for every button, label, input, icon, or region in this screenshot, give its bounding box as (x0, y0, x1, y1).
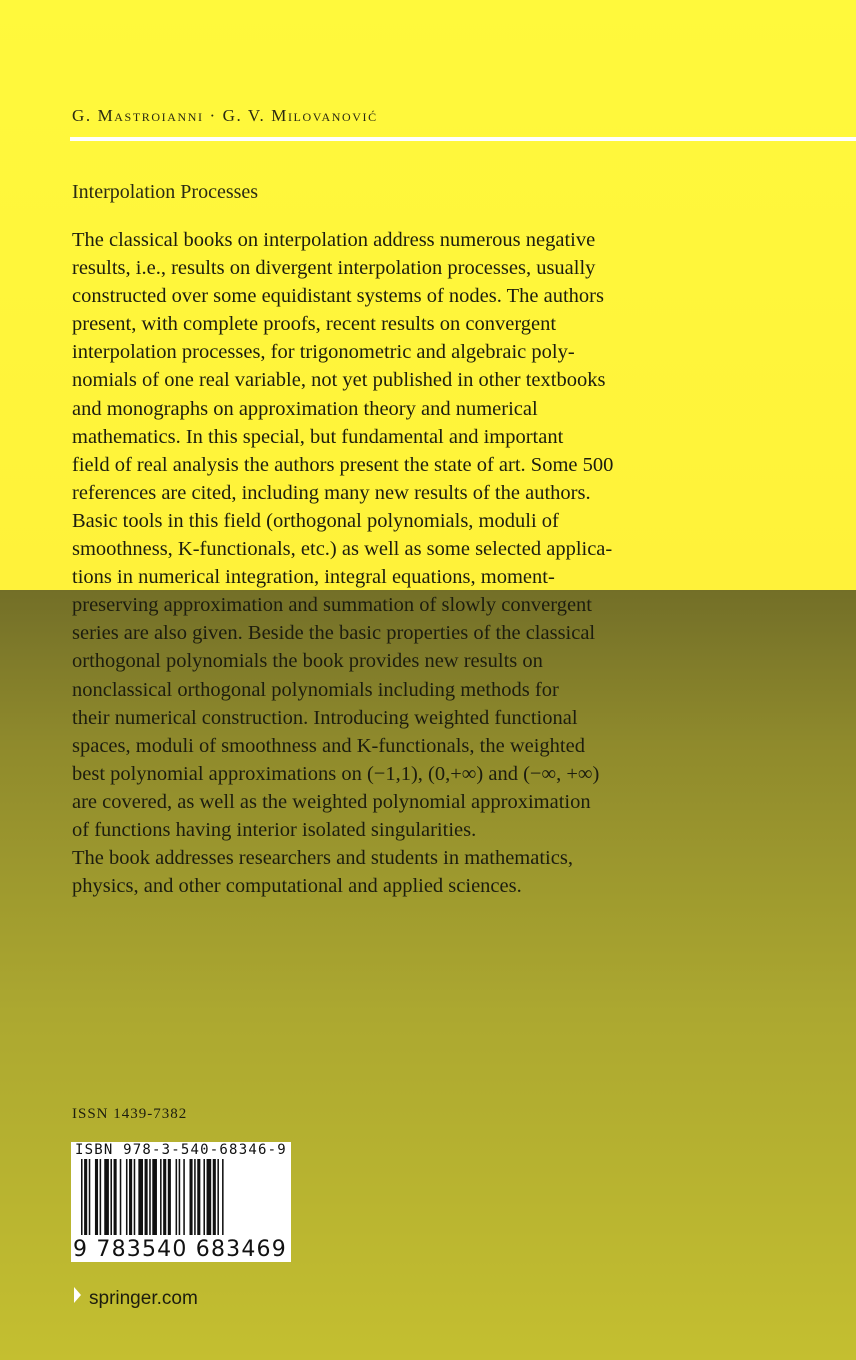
barcode-bar (104, 1159, 109, 1235)
blurb-line: The book addresses researchers and students in mathematics, (72, 847, 573, 870)
barcode-bar (213, 1159, 216, 1235)
blurb-line: are covered, as well as the weighted polynomial approximation (72, 790, 591, 813)
blurb-line: and monographs on approximation theory and numerical (72, 397, 538, 420)
barcode-bar (89, 1159, 91, 1235)
barcode-bar (160, 1159, 162, 1235)
barcode-bars (71, 1159, 291, 1239)
blurb-line: preserving approximation and summation of slowly convergent (72, 594, 592, 617)
blurb-line: tions in numerical integration, integral equations, moment- (72, 566, 555, 589)
blurb-line: constructed over some equidistant systems of nodes. The authors (72, 285, 604, 308)
barcode-bar (194, 1159, 196, 1235)
blurb-line: interpolation processes, for trigonometric and algebraic poly- (72, 341, 575, 364)
blurb-line: mathematics. In this special, but fundamental and important (72, 425, 564, 448)
blurb-line: best polynomial approximations on (−1,1), (0,+∞) and (−∞, +∞) (72, 762, 600, 785)
issn-number: ISSN 1439-7382 (72, 1106, 188, 1122)
barcode-bar (110, 1159, 112, 1235)
barcode-bar (126, 1159, 128, 1235)
barcode-bar (179, 1159, 181, 1235)
barcode-bar (207, 1159, 212, 1235)
barcode-bar (84, 1159, 87, 1235)
blurb-line: nomials of one real variable, not yet published in other textbooks (72, 369, 606, 392)
blurb-line: physics, and other computational and applied sciences. (72, 875, 522, 898)
isbn-number: ISBN 978-3-540-68346-9 (75, 1142, 287, 1158)
barcode-bar (203, 1159, 205, 1235)
barcode-bar (152, 1159, 157, 1235)
barcode-bar (138, 1159, 143, 1235)
blurb-text (72, 226, 672, 900)
author-names: G. Mastroianni · G. V. Milovanović (72, 106, 378, 125)
blurb-line: results, i.e., results on divergent interpolation processes, usually (72, 257, 596, 280)
barcode-bar (95, 1159, 98, 1235)
barcode-bar (168, 1159, 171, 1235)
barcode-bar (134, 1159, 136, 1235)
book-title: Interpolation Processes (72, 181, 259, 203)
barcode-bar (100, 1159, 102, 1235)
blurb-line: series are also given. Beside the basic properties of the classical (72, 622, 596, 645)
blurb-line: their numerical construction. Introducing weighted functional (72, 706, 578, 729)
barcode-bar (217, 1159, 219, 1235)
header-rule (70, 137, 856, 141)
barcode-bar (163, 1159, 166, 1235)
barcode-bar (190, 1159, 193, 1235)
barcode-bar (81, 1159, 83, 1235)
barcode-label (71, 1142, 291, 1262)
barcode-bar (183, 1159, 185, 1235)
barcode-bar (176, 1159, 178, 1235)
blurb-line: present, with complete proofs, recent results on convergent (72, 313, 557, 336)
chevron-right-icon (74, 1287, 81, 1303)
barcode-digits: 9 783540 683469 (73, 1237, 287, 1262)
barcode-bar (222, 1159, 224, 1235)
blurb-line: field of real analysis the authors present the state of art. Some 500 (72, 453, 614, 476)
publisher-link[interactable] (74, 1287, 198, 1310)
barcode-bar (114, 1159, 117, 1235)
barcode-bar (149, 1159, 151, 1235)
barcode-bar (129, 1159, 132, 1235)
blurb-line: smoothness, K-functionals, etc.) as well as some selected applica- (72, 538, 613, 561)
blurb-line: references are cited, including many new results of the authors. (72, 481, 591, 504)
barcode-bar (145, 1159, 148, 1235)
barcode-bar (120, 1159, 122, 1235)
barcode-bar (197, 1159, 200, 1235)
blurb-line: spaces, moduli of smoothness and K-functionals, the weighted (72, 734, 585, 757)
blurb-line: Basic tools in this field (orthogonal polynomials, moduli of (72, 509, 559, 532)
blurb-line: of functions having interior isolated singularities. (72, 818, 477, 841)
blurb-line: The classical books on interpolation address numerous negative (72, 229, 596, 251)
blurb-line: orthogonal polynomials the book provides new results on (72, 650, 543, 673)
blurb-line: nonclassical orthogonal polynomials including methods for (72, 678, 559, 701)
publisher-url: springer.com (89, 1288, 198, 1309)
